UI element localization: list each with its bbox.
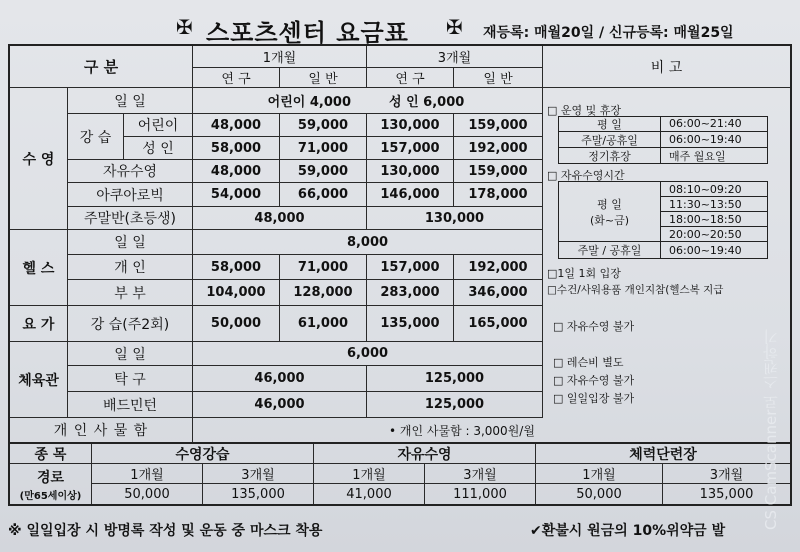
senior-fitness: 체력단련장 <box>536 444 790 464</box>
swim-aqua-3m-ilban: 178,000 <box>454 183 543 207</box>
free-weekday-text: 평 일 <box>597 197 622 211</box>
registration-note: 재등록: 매월20일 / 신규등록: 매월25일 <box>483 25 734 41</box>
swim-free-3m-ilban: 159,000 <box>454 160 543 183</box>
free-time-1: 08:10~09:20 <box>661 182 767 197</box>
swim-free-1m-ilban: 59,000 <box>280 160 367 183</box>
footer-notice: ※ 일일입장 시 방명록 작성 및 운동 중 마스크 착용 <box>8 523 323 539</box>
yoga-1m-ilban: 61,000 <box>280 306 367 342</box>
senior-label-sub: (만65세이상) <box>19 490 82 502</box>
header-1m-ilban: 일 반 <box>280 68 367 88</box>
yoga-3m-yeongu: 135,000 <box>367 306 454 342</box>
cross-left-icon: ✠ <box>176 15 193 39</box>
cross-right-icon: ✠ <box>446 15 463 39</box>
gym-bd-label: 배드민턴 <box>68 392 193 418</box>
swim-lesson-label: 강 습 <box>68 114 124 160</box>
gym-label: 체육관 <box>10 342 68 418</box>
remark-free-title: □ 자유수영시간 <box>547 169 625 182</box>
swim-adult-3m-yeongu: 157,000 <box>367 137 454 160</box>
swim-label: 수 영 <box>10 88 68 230</box>
swim-child-3m-yeongu: 130,000 <box>367 114 454 137</box>
health-daily-label: 일 일 <box>68 230 193 255</box>
health-daily: 8,000 <box>193 230 543 255</box>
gym-daily-label: 일 일 <box>68 342 193 366</box>
free-time-3: 18:00~18:50 <box>661 212 767 227</box>
remark-yoga: □ 자유수영 불가 <box>553 320 635 333</box>
swim-adult-1m-ilban: 71,000 <box>280 137 367 160</box>
page-title: 스포츠센터 요금표 <box>206 19 409 47</box>
senior-swim-1m: 50,000 <box>92 484 203 504</box>
senior-free-1m-label: 1개월 <box>314 464 425 484</box>
health-personal-3m-yeongu: 157,000 <box>367 255 454 280</box>
swim-aqua-label: 아쿠아로빅 <box>68 183 193 207</box>
senior-kind: 종 목 <box>10 444 92 464</box>
free-time-2: 11:30~13:50 <box>661 197 767 212</box>
remark-health-1: □1일 1회 입장 <box>547 267 621 280</box>
swim-child-3m-ilban: 159,000 <box>454 114 543 137</box>
health-couple-label: 부 부 <box>68 280 193 306</box>
senior-fit-3m-label: 3개월 <box>663 464 790 484</box>
health-personal-1m-ilban: 71,000 <box>280 255 367 280</box>
swim-weekend-1m: 48,000 <box>193 207 367 230</box>
remark-health-2: □수건/사워용품 개인지참(헬스복 지급 <box>547 284 724 296</box>
remark-swim-title: □ 운영 및 휴장 <box>547 104 622 117</box>
yoga-3m-ilban: 165,000 <box>454 306 543 342</box>
header-gubun: 구 분 <box>10 46 193 88</box>
free-weekend-label: 주말 / 공휴일 <box>559 242 661 258</box>
yoga-1m-yeongu: 50,000 <box>193 306 280 342</box>
senior-fit-1m-label: 1개월 <box>536 464 663 484</box>
scanner-watermark: CS CamScanner로 스캔하기 <box>762 329 780 530</box>
health-couple-3m-yeongu: 283,000 <box>367 280 454 306</box>
swim-adult-1m-yeongu: 58,000 <box>193 137 280 160</box>
swim-weekend-3m: 130,000 <box>367 207 543 230</box>
ops-weekend-value: 06:00~19:40 <box>661 132 767 148</box>
swim-child-1m-yeongu: 48,000 <box>193 114 280 137</box>
senior-swim-1m-label: 1개월 <box>92 464 203 484</box>
health-couple-3m-ilban: 346,000 <box>454 280 543 306</box>
header-3month: 3개월 <box>367 46 543 68</box>
header-3m-ilban: 일 반 <box>454 68 543 88</box>
ops-weekday-label: 평 일 <box>559 116 661 132</box>
footer-refund: ✔환불시 원금의 10%위약금 발 <box>530 523 726 539</box>
header-1month: 1개월 <box>193 46 367 68</box>
header-3m-yeongu: 연 구 <box>367 68 454 88</box>
swim-aqua-1m-yeongu: 54,000 <box>193 183 280 207</box>
gym-bd-3m: 125,000 <box>367 392 543 418</box>
senior-fit-3m: 135,000 <box>699 486 754 502</box>
ops-weekend-label: 주말/공휴일 <box>559 132 661 148</box>
swim-aqua-3m-yeongu: 146,000 <box>367 183 454 207</box>
gym-tt-3m: 125,000 <box>367 366 543 392</box>
swim-aqua-1m-ilban: 66,000 <box>280 183 367 207</box>
swim-adult-3m-ilban: 192,000 <box>454 137 543 160</box>
header-bigo: 비 고 <box>543 46 790 88</box>
swim-child-label: 어린이 <box>124 114 193 137</box>
free-weekday-label <box>559 182 661 242</box>
ops-closed-value: 매주 월요일 <box>669 149 726 163</box>
swim-child-1m-ilban: 59,000 <box>280 114 367 137</box>
remark-gym-2: □ 자유수영 불가 <box>553 374 635 387</box>
gym-tt-label: 탁 구 <box>68 366 193 392</box>
free-weekend-time: 06:00~19:40 <box>669 243 742 257</box>
senior-fit-1m: 50,000 <box>536 484 663 504</box>
senior-free-swim: 자유수영 <box>314 444 536 464</box>
senior-free-3m: 111,000 <box>425 484 536 504</box>
swim-adult-label: 성 인 <box>124 137 193 160</box>
swim-weekend-label: 주말반(초등생) <box>68 207 193 230</box>
health-label: 헬 스 <box>10 230 68 306</box>
ops-closed-label: 정기휴장 <box>559 148 661 163</box>
senior-swim-lesson: 수영강습 <box>92 444 314 464</box>
health-couple-1m-yeongu: 104,000 <box>193 280 280 306</box>
senior-free-3m-label: 3개월 <box>425 464 536 484</box>
senior-label-cell <box>10 464 92 504</box>
remark-gym-3: □ 일일입장 불가 <box>553 392 635 405</box>
senior-swim-3m: 135,000 <box>203 484 314 504</box>
gym-bd-1m: 46,000 <box>193 392 367 418</box>
health-personal-label: 개 인 <box>68 255 193 280</box>
yoga-lesson-label: 강 습(주2회) <box>68 306 193 342</box>
swim-daily-label: 일 일 <box>68 88 193 114</box>
yoga-label: 요 가 <box>10 306 68 342</box>
locker-label: 개 인 사 물 함 <box>10 418 193 442</box>
swim-free-3m-yeongu: 130,000 <box>367 160 454 183</box>
free-weekday-sub: (화~금) <box>589 213 630 227</box>
locker-value: • 개인 사물함 : 3,000원/월 <box>389 423 535 438</box>
swim-free-1m-yeongu: 48,000 <box>193 160 280 183</box>
senior-label: 경로 <box>36 469 65 486</box>
health-couple-1m-ilban: 128,000 <box>280 280 367 306</box>
swim-daily-adult: 성 인 6,000 <box>367 88 543 114</box>
health-personal-3m-ilban: 192,000 <box>454 255 543 280</box>
header-1m-yeongu: 연 구 <box>193 68 280 88</box>
gym-daily: 6,000 <box>193 342 543 366</box>
senior-free-1m: 41,000 <box>314 484 425 504</box>
senior-swim-3m-label: 3개월 <box>203 464 314 484</box>
remark-gym-1: □ 레슨비 별도 <box>553 356 624 369</box>
swim-daily-child: 어린이 4,000 <box>193 88 367 114</box>
free-time-4: 20:00~20:50 <box>661 227 767 242</box>
health-personal-1m-yeongu: 58,000 <box>193 255 280 280</box>
swim-free-label: 자유수영 <box>68 160 193 183</box>
gym-tt-1m: 46,000 <box>193 366 367 392</box>
ops-weekday-value: 06:00~21:40 <box>661 116 767 132</box>
